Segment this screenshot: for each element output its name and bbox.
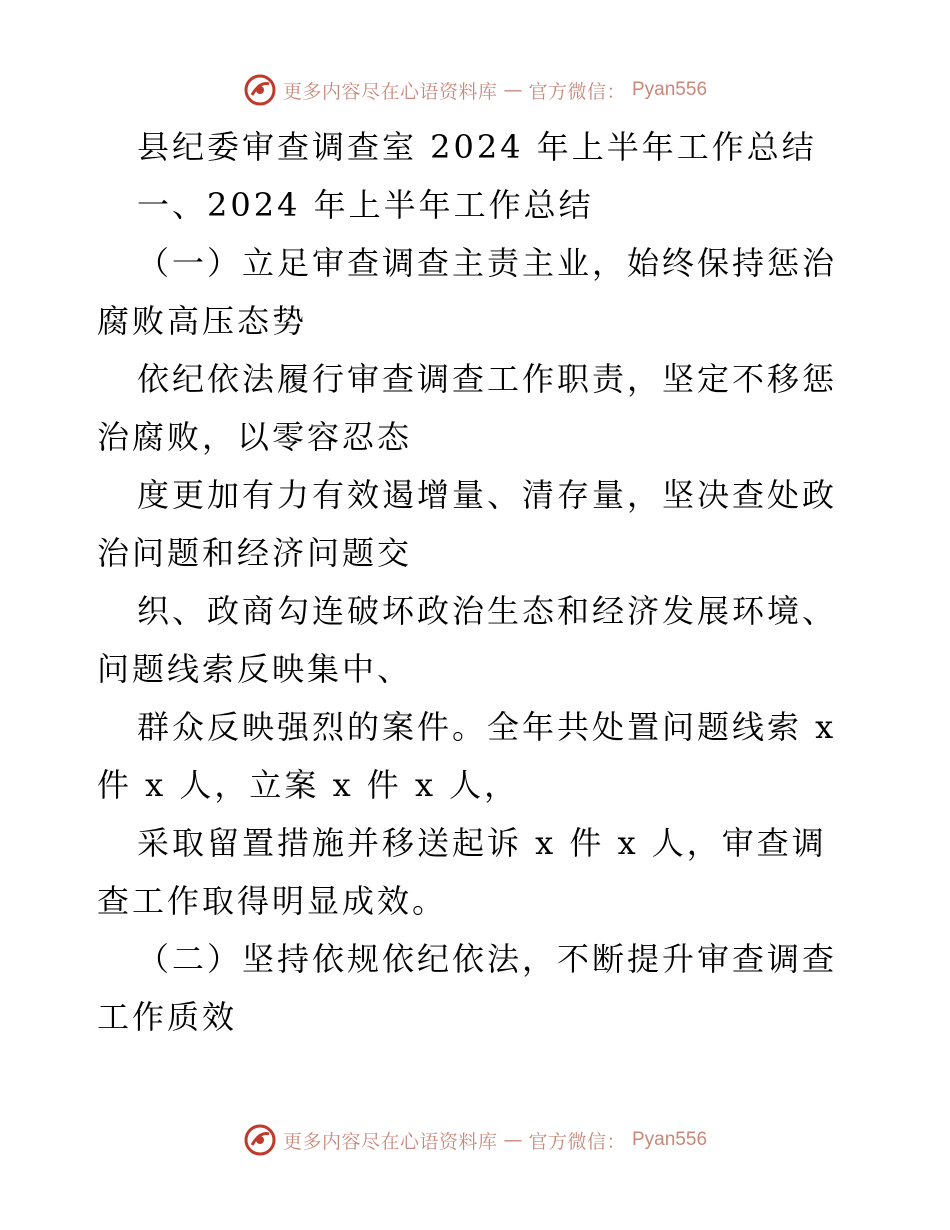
watermark-footer bbox=[0, 1120, 950, 1160]
watermark-label: 官方微信： bbox=[528, 80, 626, 103]
paragraph: （一）立足审查调查主责主业，始终保持惩治腐败高压态势 bbox=[97, 244, 838, 340]
paragraph: 采取留置措施并移送起诉 x 件 x 人，审查调查工作取得明显成效。 bbox=[97, 824, 827, 920]
watermark-separator: — bbox=[503, 1129, 523, 1151]
watermark-id: Pyan556 bbox=[632, 79, 708, 100]
paragraph: 度更加有力有效遏增量、清存量，坚决查处政治问题和经济问题交 bbox=[97, 476, 838, 572]
brush-logo-icon bbox=[243, 73, 277, 107]
section-heading: 一、2024 年上半年工作总结 bbox=[137, 186, 594, 224]
watermark-separator: — bbox=[503, 79, 523, 101]
watermark-label: 官方微信： bbox=[528, 1130, 626, 1153]
watermark-text: 更多内容尽在心语资料库 bbox=[282, 1130, 498, 1153]
brush-logo-icon bbox=[243, 1123, 277, 1157]
watermark-header bbox=[0, 70, 950, 110]
document-title: 县纪委审查调查室 2024 年上半年工作总结 bbox=[137, 128, 817, 166]
watermark-text: 更多内容尽在心语资料库 bbox=[282, 80, 498, 103]
paragraph: 织、政商勾连破坏政治生态和经济发展环境、问题线索反映集中、 bbox=[97, 592, 838, 688]
document-body bbox=[97, 118, 857, 1046]
paragraph: 群众反映强烈的案件。全年共处置问题线索 x 件 x 人，立案 x 件 x 人， bbox=[97, 708, 837, 804]
watermark-id: Pyan556 bbox=[632, 1129, 708, 1150]
paragraph: 依纪依法履行审查调查工作职责，坚定不移惩治腐败，以零容忍态 bbox=[97, 360, 838, 456]
paragraph: （二）坚持依规依纪依法，不断提升审查调查工作质效 bbox=[97, 940, 838, 1036]
